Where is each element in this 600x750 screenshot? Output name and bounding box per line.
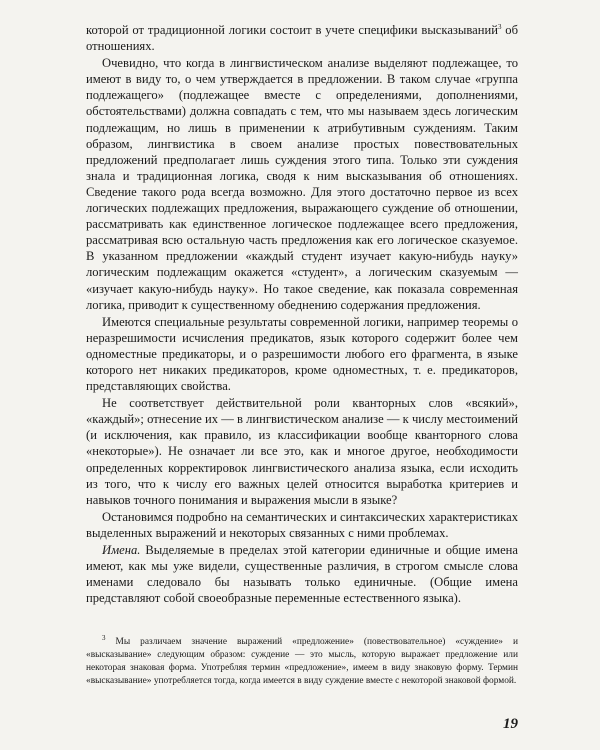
section-term-names: Имена. — [102, 543, 141, 557]
footnote-mark: 3 — [102, 633, 106, 642]
footnote-text: Мы различаем значение выражений «предложение» (повествовательное) «суждение» и «высказывание» следующим образом: суждение — это мысль, которую выражает предложение или некоторая знаковая форма. Употребляя термин «предложение», имеем в виду знаковую форму. Термин «высказывание» употребляется тогда, когда имеется в виду суждение вместе с некоторой знаковой формой. — [86, 637, 518, 687]
paragraph-subject-analysis: Очевидно, что когда в лингвистическом анализе выделяют подлежащее, то имеют в виду то, о чем утверждается в предложении. В таком случае «группа подлежащего» (подлежащее вместе с определениями, дополнениями, обстоятельствами) должна совпадать с тем, что мы называем здесь логическим подлежащим, но лишь в применении к атрибутивным суждениям. Таким образом, лингвистика в своем анализе простых повествовательных предложений предполагает лишь суждения этого типа. Только эти суждения знала и традиционная логика, сводя к ним высказывания об отношениях. Сведение такого рода всегда возможно. Для этого достаточно первое из всех логических подлежащих предложения, выражающего суждение об отношении, рассматривать как единственное логическое подлежащее всего предложения, рассматривая всю остальную часть предложения как его логическое сказуемое. В указанном предложении «каждый студент изучает какую-нибудь науку» логическим подлежащим окажется «студент», а логическим сказуемым — «изучает какую-нибудь науку». Но такое сведение, как показала современная логика, приводит к существенному обеднению содержания предложения. — [86, 56, 518, 312]
main-text — [86, 22, 518, 606]
footnote-reference[interactable]: 3 — [497, 22, 502, 31]
paragraph-quantifiers: Не соответствует действительной роли кванторных слов «всякий», «каждый»; отнесение их — в лингвистическом анализе — к числу местоимений (и исключения, как правило, из классификации вообще кванторного слова «некоторые»). Не означает ли все это, как и многое другое, необходимости определенных корректировок лингвистического анализа языка, если исходить из того, что к числу его важных целей относится выработка критериев и навыков точного понимания и выражения мысли в языке? — [86, 396, 518, 507]
paragraph-names: Имена. Выделяемые в пределах этой категории единичные и общие имена имеют, как мы уже видели, существенные различия, в строгом смысле слова именами следовало бы называть только единичные. (Общие имена представляют собой своеобразные переменные естественного языка). — [86, 543, 518, 606]
paragraph-semantics-intro: Остановимся подробно на семантических и синтаксических характеристиках выделенных выражений и некоторых связанных с ними проблемах. — [86, 509, 518, 540]
page-number: 19 — [503, 716, 518, 732]
footnote — [86, 633, 518, 688]
paragraph-logic-results: Имеются специальные результаты современной логики, например теоремы о неразрешимости исчисления предикатов, язык которого содержит более чем одноместные предикаторы, и о разрешимости любого его фрагмента, в языке которого нет никаких предикаторов, кроме одноместных, т. е. предикаторов, представляющих свойства. — [86, 314, 518, 394]
paragraph-continuation: которой от традиционной логики состоит в учете специфики высказываний$^3$ об отношениях. — [86, 22, 518, 54]
